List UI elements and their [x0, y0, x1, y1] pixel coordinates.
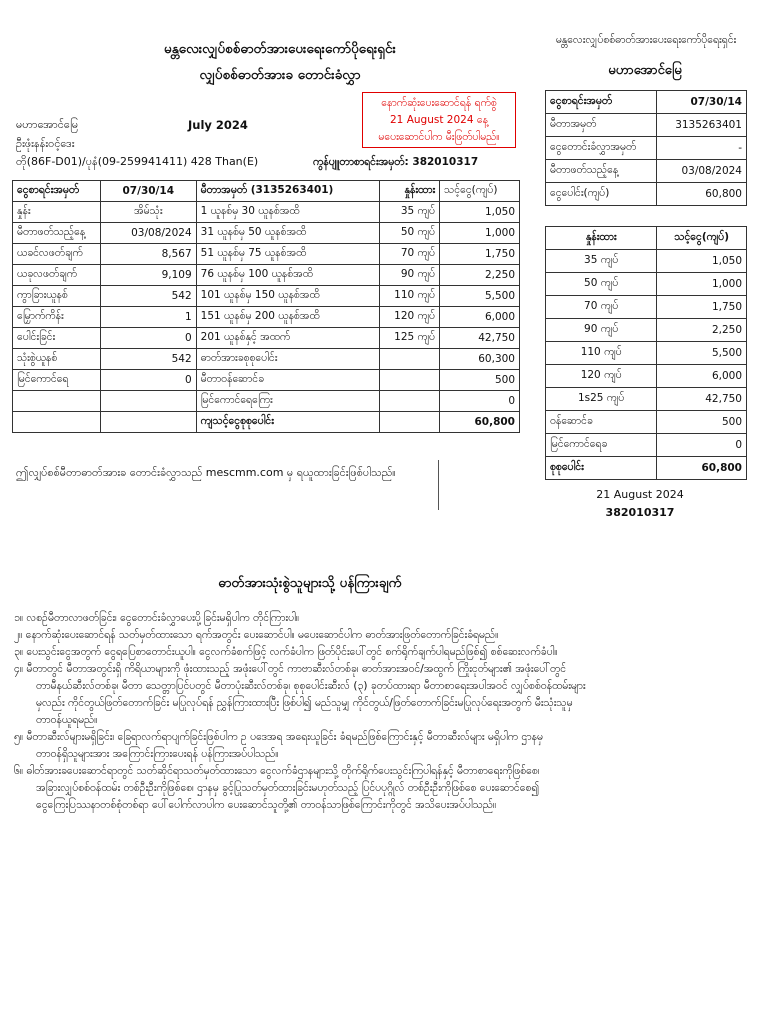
stub-rate-amount: 42,750: [657, 388, 747, 411]
stub-rate-amount: 1,000: [657, 273, 747, 296]
bill-cell: 542: [100, 286, 196, 307]
bill-cell: 03/08/2024: [100, 223, 196, 244]
bill-cell: 500: [440, 370, 520, 391]
stub-rate-label: 90 ကျပ်: [546, 319, 657, 342]
bill-cell: 110 ကျပ်: [380, 286, 440, 307]
note-line: တာဝန်ရှိသူများအား အကြောင်းကြားပေးရန် ပန်ကြားအပ်ပါသည်။: [36, 748, 279, 760]
stub-info-value: 60,800: [657, 183, 747, 206]
bill-row: [13, 412, 520, 433]
bill-cell: 2,250: [440, 265, 520, 286]
stub-invoice-number: 382010317: [605, 506, 675, 519]
org-title: မန္တလေးလျှပ်စစ်ဓာတ်အားပေးရေးကော်ပိုရေးရှင်း: [164, 41, 396, 57]
stub-rate-amount: 500: [657, 411, 747, 434]
bill-table: [12, 180, 520, 433]
bill-row: [13, 349, 520, 370]
bill-cell: 07/30/14: [100, 181, 196, 202]
stub-info-value: 03/08/2024: [657, 160, 747, 183]
stub-info-row: [546, 137, 747, 160]
stub-divider: [438, 460, 439, 510]
customer-address-line1: ဦးဖုံးနန်းဝင့်ဒေး: [16, 137, 75, 150]
customer-name: မဟာအောင်မြေ: [16, 118, 79, 131]
note-line: တာမီနယ်ဆီးလ်တစ်ခု၊ မီတာ သေတ္တာပြင်ပတွင် မီတာပုံးဆီးလ်တစ်ခု၊ စုစုပေါင်းဆီးလ် (၃) ခုတပ်ထားရာ မီတာစာရေးအပါအဝင် လျှပ်စစ်ဝန်ထမ်းများ: [36, 680, 586, 692]
invoice-number-line: [313, 156, 478, 171]
bill-row: [13, 244, 520, 265]
stub-rate-label: ဝန်ဆောင်ခ: [546, 411, 657, 434]
note-line: ၂။ နောက်ဆုံးပေးဆောင်ရန် သတ်မှတ်ထားသော ရက်အတွင်း ပေးဆောင်ပါ။ မပေးဆောင်ပါက ဓာတ်အားဖြတ်တောက်ခြင်းခံရမည်။: [14, 629, 499, 641]
notes-list: [14, 610, 758, 814]
stub-rates-row: [546, 273, 747, 296]
bill-row: [13, 265, 520, 286]
stub-info-table: [545, 90, 747, 206]
bill-title: လျှပ်စစ်ဓာတ်အားခ တောင်းခံလွှာ: [199, 67, 361, 83]
stub-info-value: 07/30/14: [657, 91, 747, 114]
customer-address-line2: တို(86F-D01)/ပုနံ(09-259941411) 428 Than(E): [16, 155, 259, 168]
stub-info-label: မီတာအမှတ်: [546, 114, 657, 137]
bill-cell: [380, 349, 440, 370]
stub-rate-label: 70 ကျပ်: [546, 296, 657, 319]
bill-cell: သင့်ငွေ(ကျပ်): [440, 181, 520, 202]
bill-cell: 42,750: [440, 328, 520, 349]
stub-due-date: 21 August 2024: [596, 488, 684, 501]
stub-rates-row: [546, 388, 747, 411]
bill-cell: 6,000: [440, 307, 520, 328]
bill-cell: 0: [100, 328, 196, 349]
stub-info-row: [546, 114, 747, 137]
bill-cell: [380, 391, 440, 412]
stub-rates-row: [546, 457, 747, 480]
stub-rates-header-cell: သင့်ငွေ(ကျပ်): [657, 227, 747, 250]
bill-cell: မီတာဝန်ဆောင်ခ: [196, 370, 380, 391]
bill-cell: ဓာတ်အားခစုစုပေါင်း: [196, 349, 380, 370]
bill-cell: 60,800: [440, 412, 520, 433]
bill-cell: 1: [100, 307, 196, 328]
stub-rate-amount: 2,250: [657, 319, 747, 342]
bill-cell: 50 ကျပ်: [380, 223, 440, 244]
note-line: အခြားလျှပ်စစ်ဝန်ထမ်း တစ်ဦးဦးကိုဖြစ်စေ၊ ဌာနမှ ခွင့်ပြုသတ်မှတ်ထားခြင်းမဟုတ်သည့် ပြင်ပပုဂ္ဂိုလ် တစ်ဦးဦးကိုဖြစ်စေ ပေးဆောင်စေ၍: [36, 782, 540, 794]
stub-rate-label: 110 ကျပ်: [546, 342, 657, 365]
stub-rate-amount: 60,800: [657, 457, 747, 480]
stub-rates-row: [546, 434, 747, 457]
bill-cell: 0: [440, 391, 520, 412]
stub-rates-table: [545, 226, 747, 480]
disconnection-warning: မပေးဆောင်ပါက မီးဖြတ်ပါမည်။: [378, 131, 500, 143]
bill-cell: နှုန်းထား: [380, 181, 440, 202]
stub-rates-row: [546, 296, 747, 319]
note-line: တာဝန်ယူရမည်။: [36, 714, 98, 726]
bill-cell: မီတာဖတ်သည့်နေ့: [13, 223, 101, 244]
stub-rate-amount: 5,500: [657, 342, 747, 365]
note-line: ၃။ ပေးသွင်းငွေအတွက် ငွေရပြေစာတောင်းယူပါ။ ငွေလက်ခံစက်ဖြင့် လက်ခံပါက ဖြတ်ပိုင်းပေါ်တွင် စက်ရိုက်ချက်ပါရမည်ဖြစ်၍ စစ်ဆေးလက်ခံပါ။: [14, 646, 558, 658]
bill-cell: 101 ယူနစ်မှ 150 ယူနစ်အထိ: [196, 286, 380, 307]
stub-rates-row: [546, 411, 747, 434]
stub-rate-label: 120 ကျပ်: [546, 365, 657, 388]
bill-cell: [100, 391, 196, 412]
bill-cell: ယခင်လဖတ်ချက်: [13, 244, 101, 265]
note-line: ၆။ ဓါတ်အားခပေးဆောင်ရာတွင် သတ်ဆိုင်ရာသတ်မှတ်ထားသော ငွေလက်ခံဌာနများသို့ တိုက်ရိုက်ပေးသွင်းကြပါရန်နှင့် မီတာစာရေးကိုဖြစ်စေ၊: [14, 765, 540, 777]
stub-info-label: ငွေတောင်းခံလွှာအမှတ်: [546, 137, 657, 160]
bill-cell: သုံးစွဲယူနစ်: [13, 349, 101, 370]
stub-rate-label: 35 ကျပ်: [546, 250, 657, 273]
due-date-notice: [362, 92, 516, 148]
bill-cell: မြင်ကောင်ရေ: [13, 370, 101, 391]
bill-row: [13, 307, 520, 328]
bill-cell: မီတာအမှတ် (3135263401): [196, 181, 380, 202]
due-date-label: နောက်ဆုံးပေးဆောင်ရန် ရက်စွဲ: [381, 97, 497, 109]
bill-cell: 151 ယူနစ်မှ 200 ယူနစ်အထိ: [196, 307, 380, 328]
notes-title: ဓာတ်အားသုံးစွဲသူများသို့ ပန်ကြားချက်: [218, 575, 402, 591]
invoice-number-value: 382010317: [412, 156, 479, 168]
stub-rates-row: [546, 250, 747, 273]
stub-rate-label: 1s25 ကျပ်: [546, 388, 657, 411]
note-line: မှလည်း ကိုင်တွယ်ဖြတ်တောက်ခြင်း မပြုလုပ်ရန် ညွှန်ကြားထားပြီး ဖြစ်ပါ၍ မည်သူမျှ ကိုင်တွယ်/ဖြတ်တောက်ခြင်းမပြုလုပ်ရေးအတွက် မီးသုံးသူမှ: [36, 697, 573, 709]
billing-month: July 2024: [188, 118, 248, 132]
stub-info-row: [546, 91, 747, 114]
note-line: ၅။ မီတာဆီးလ်များမရှိခြင်း၊ ခြေရာလက်ရာပျက်ခြင်းဖြစ်ပါက ဥ ပဒေအရ အရေးယူခြင်း ခံရမည်ဖြစ်ကြောင်းနှင့် မီတာဆီးလ်များ မရှိပါက ဌာနမှ: [14, 731, 543, 743]
bill-cell: 542: [100, 349, 196, 370]
bill-cell: 90 ကျပ်: [380, 265, 440, 286]
bill-cell: 125 ကျပ်: [380, 328, 440, 349]
bill-cell: ကွာခြားယူနစ်: [13, 286, 101, 307]
stub-rate-amount: 1,050: [657, 250, 747, 273]
bill-cell: [380, 412, 440, 433]
stub-info-label: မီတာဖတ်သည့်နေ့: [546, 160, 657, 183]
bill-row: [13, 328, 520, 349]
bill-cell: 9,109: [100, 265, 196, 286]
stub-rates-row: [546, 365, 747, 388]
bill-cell: မြင်ကောင်ရေကြေး: [196, 391, 380, 412]
bill-cell: 70 ကျပ်: [380, 244, 440, 265]
stub-rate-label: မြင်ကောင်ရေခ: [546, 434, 657, 457]
bill-cell: 1 ယူနစ်မှ 30 ယူနစ်အထိ: [196, 202, 380, 223]
bill-cell: 5,500: [440, 286, 520, 307]
bill-row: [13, 181, 520, 202]
stub-info-label: ငွေပေါင်း(ကျပ်): [546, 183, 657, 206]
bill-cell: ပေါင်းခြင်း: [13, 328, 101, 349]
note-line: ၁။ လစဉ်မီတာလာဖတ်ခြင်း၊ ငွေတောင်းခံလွှာပေးပို့ခြင်းမရှိပါက တိုင်ကြားပါ။: [14, 612, 300, 624]
bill-cell: [13, 412, 101, 433]
stub-rates-row: [546, 319, 747, 342]
bill-cell: 120 ကျပ်: [380, 307, 440, 328]
bill-cell: [380, 370, 440, 391]
stub-info-value: 3135263401: [657, 114, 747, 137]
bill-cell: မြှောက်ကိန်း: [13, 307, 101, 328]
bill-cell: 31 ယူနစ်မှ 50 ယူနစ်အထိ: [196, 223, 380, 244]
bill-cell: 60,300: [440, 349, 520, 370]
note-line: ငွေကြေးပြဿနာတစ်စုံတစ်ရာ ပေါ်ပေါက်လာပါက ပေးဆောင်သူတို့၏ တာဝန်သာဖြစ်ကြောင်းကိုတွင် အသိပေးအပ်ပါသည်။: [36, 799, 497, 811]
bill-row: [13, 202, 520, 223]
bill-cell: နှုန်း: [13, 202, 101, 223]
stub-rates-row: [546, 342, 747, 365]
stub-org-title: မန္တလေးလျှပ်စစ်ဓာတ်အားပေးရေးကော်ပိုရေးရှင်း: [555, 34, 737, 46]
stub-rate-label: 50 ကျပ်: [546, 273, 657, 296]
bill-cell: 1,000: [440, 223, 520, 244]
bill-row: [13, 223, 520, 244]
bill-cell: ကျသင့်ငွေစုစုပေါင်း: [196, 412, 380, 433]
stub-rate-amount: 0: [657, 434, 747, 457]
bill-cell: 201 ယူနစ်နှင့် အထက်: [196, 328, 380, 349]
stub-rate-amount: 6,000: [657, 365, 747, 388]
invoice-number-label: ကွန်ပျူတာစာရင်းအမှတ်:: [313, 156, 409, 168]
bill-cell: ငွေစာရင်းအမှတ်: [13, 181, 101, 202]
stub-customer-name: မဟာအောင်မြေ: [608, 63, 682, 78]
stub-info-label: ငွေစာရင်းအမှတ်: [546, 91, 657, 114]
bill-cell: 76 ယူနစ်မှ 100 ယူနစ်အထိ: [196, 265, 380, 286]
bill-row: [13, 286, 520, 307]
bill-cell: ယခုလဖတ်ချက်: [13, 265, 101, 286]
bill-cell: 51 ယူနစ်မှ 75 ယူနစ်အထိ: [196, 244, 380, 265]
bill-cell: အိမ်သုံး: [100, 202, 196, 223]
bill-cell: 1,750: [440, 244, 520, 265]
due-date-value: 21 August 2024 နေ့: [390, 114, 488, 126]
bill-cell: 35 ကျပ်: [380, 202, 440, 223]
stub-rates-header: [546, 227, 747, 250]
bill-cell: 1,050: [440, 202, 520, 223]
stub-info-row: [546, 160, 747, 183]
bill-cell: 8,567: [100, 244, 196, 265]
website-note: ဤလျှပ်စစ်မီတာဓာတ်အားခ တောင်းခံလွှာသည် mescmm.com မှ ရယူထားခြင်းဖြစ်ပါသည်။: [16, 466, 396, 479]
bill-cell: 0: [100, 370, 196, 391]
stub-info-row: [546, 183, 747, 206]
stub-info-value: -: [657, 137, 747, 160]
bill-row: [13, 391, 520, 412]
stub-rate-amount: 1,750: [657, 296, 747, 319]
stub-rates-header-cell: နှုန်းထား: [546, 227, 657, 250]
stub-rate-label: စုစုပေါင်း: [546, 457, 657, 480]
bill-cell: [100, 412, 196, 433]
bill-cell: [13, 391, 101, 412]
note-line: ၄။ မီတာတွင် မီတာအတွင်းရှိ ကိရိယာများကို ဖုံးထားသည့် အဖုံးပေါ်တွင် ကာဗာဆီးလ်တစ်ခု၊ ဓာတ်အားအဝင်/အထွက် ကြိုးငုတ်များ၏ အဖုံးပေါ်တွင်: [14, 663, 567, 675]
bill-row: [13, 370, 520, 391]
